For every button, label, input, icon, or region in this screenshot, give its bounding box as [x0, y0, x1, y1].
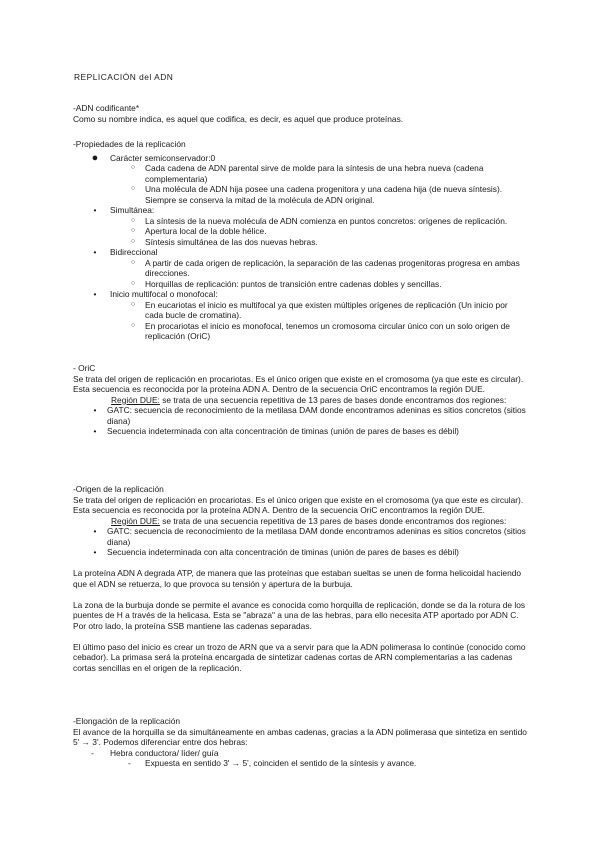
section-heading: -Propiedades de la replicación — [73, 139, 186, 149]
regions-list — [73, 405, 528, 437]
list-item — [73, 153, 528, 164]
list-subitem: ○ La síntesis de la nueva molécula de ADN comienza en puntos concretos: orígenes de replicación. — [73, 216, 528, 227]
list-subitem: ○ Una molécula de ADN hija posee una cadena progenitora y una cadena hija (de nueva síntesis). Siempre se conserva la mitad de la molécula de ADN original. — [73, 184, 528, 205]
list-subitem: ○ Síntesis simultánea de las dos nuevas hebras. — [73, 237, 528, 248]
list-subitem: - Expuesta en sentido 3' → 5', coinciden el sentido de la síntesis y avance. — [128, 758, 417, 768]
list-item — [73, 247, 528, 258]
circle-bullet-icon: ○ — [130, 321, 136, 329]
paragraph: Región DUE: se trata de una secuencia repetitiva de 13 pares de bases donde encontramos dos regiones: — [111, 515, 507, 526]
bullet-icon: • — [93, 247, 97, 257]
section-heading: -Origen de la replicación — [73, 484, 164, 494]
circle-bullet-icon: ○ — [130, 227, 136, 234]
list-item: • GATC: secuencia de reconocimiento de la metilasa DAM donde encontramos adeninas es sitios concretos (sitios diana) — [73, 526, 528, 547]
paragraph: Como su nombre indica, es aquel que codifica, es decir, es aquel que produce proteínas. — [73, 113, 404, 124]
circle-bullet-icon: ○ — [130, 216, 136, 224]
list-item-label: Simultánea: — [110, 205, 155, 215]
properties-list — [73, 153, 528, 342]
bullet-icon: • — [93, 426, 97, 436]
list-subitem: ○ Apertura local de la doble hélice. — [73, 226, 528, 237]
section-elongacion — [73, 716, 528, 769]
section-oric — [73, 363, 528, 437]
circle-bullet-icon: ○ — [130, 164, 136, 171]
paragraph: La zona de la burbuja donde se permite el avance es conocida como horquilla de replicación, donde se da la rotura de los puentes de H a través de la helicasa. Esta se "abraza" a una de las hebras, para ello necesita ATP aportado por ADN C. Por otro lado, la proteína SSB mantiene las cadenas separadas. — [73, 599, 526, 631]
list-item — [73, 289, 528, 300]
circle-bullet-icon: ○ — [130, 237, 136, 245]
list-item: • Secuencia indeterminada con alta concentración de timinas (unión de pares de bases es débil) — [73, 426, 528, 437]
paragraph: Se trata del origen de replicación en procariotas. Es el único origen que existe en el cromosoma (ya que este es circular). Esta secuencia es reconocida por la proteína ADN A. Dentro de la secuencia OriC encontramos la región DUE. — [73, 494, 524, 515]
bullet-icon: • — [93, 526, 97, 536]
list-subitem: ○ Horquillas de replicación: puntos de transición entre cadenas dobles y sencillas. — [73, 279, 528, 290]
list-item: • GATC: secuencia de reconocimiento de la metilasa DAM donde encontramos adeninas es sitios concretos (sitios diana) — [73, 405, 528, 426]
bullet-icon: • — [93, 547, 97, 557]
list-subitem: ○ En procariotas el inicio es monofocal, tenemos un cromosoma circular único con un solo origen de replicación (OriC) — [73, 321, 528, 342]
paragraph: Se trata del origen de replicación en procariotas. Es el único origen que existe en el cromosoma (ya que este es circular). Esta secuencia es reconocida por la proteína ADN A. Dentro de la secuencia OriC encontramos la región DUE. — [73, 373, 524, 394]
dash-bullet-icon: - — [91, 747, 94, 758]
bullet-icon: ● — [91, 151, 99, 164]
list-item: • Secuencia indeterminada con alta concentración de timinas (unión de pares de bases es débil) — [73, 547, 528, 558]
list-item-label: Inicio multifocal o monofocal: — [110, 289, 218, 299]
section-heading: -ADN codificante* — [73, 103, 140, 113]
bullet-icon: • — [93, 289, 97, 299]
list-subitem: ○ A partir de cada origen de replicación, la separación de las cadenas progenitoras progresa en ambas direcciones. — [73, 258, 528, 279]
region-due-label: Región DUE: — [111, 394, 160, 405]
region-due-label: Región DUE: — [111, 515, 160, 526]
section-adn-codificante — [73, 103, 528, 124]
bullet-icon: • — [93, 405, 97, 415]
document-title: REPLICACIÓN del ADN — [74, 72, 174, 82]
section-origen — [73, 484, 528, 673]
circle-bullet-icon: ○ — [130, 185, 136, 192]
list-item — [73, 205, 528, 216]
regions-list — [73, 526, 528, 558]
hebras-list — [73, 748, 528, 769]
paragraph: El avance de la horquilla se da simultáneamente en ambas cadenas, gracias a la ADN polimerasa que sintetiza en sentido 5' → 3'. Podemos diferenciar entre dos hebras: — [73, 726, 527, 747]
list-item: - Hebra conductora/ líder/ guía — [91, 747, 219, 758]
list-item-label: Carácter semiconservador:0 — [110, 152, 216, 163]
list-subitem: ○ En eucariotas el inicio es multifocal ya que existen múltiples orígenes de replicación (Un inicio por cada bucle de cromatina). — [73, 300, 528, 321]
paragraph: La proteína ADN A degrada ATP, de manera que las proteínas que estaban sueltas se unen de forma helicoidal haciendo que el ADN se retuerza, lo que provoca su tensión y apertura de la burbuja. — [73, 568, 522, 589]
bullet-icon: • — [93, 205, 97, 215]
list-subitem: ○ Cada cadena de ADN parental sirve de molde para la síntesis de una hebra nueva (cadena complementaria) — [73, 163, 528, 184]
section-heading: -Elongación de la replicación — [73, 716, 181, 726]
list-item-label: Bidireccional — [110, 247, 158, 257]
paragraph: Región DUE: se trata de una secuencia repetitiva de 13 pares de bases donde encontramos dos regiones: — [111, 394, 507, 405]
circle-bullet-icon: ○ — [130, 279, 136, 287]
circle-bullet-icon: ○ — [130, 258, 136, 266]
section-heading: - OriC — [73, 363, 96, 373]
section-propiedades — [73, 139, 528, 342]
circle-bullet-icon: ○ — [130, 300, 136, 308]
dash-bullet-icon: - — [128, 758, 131, 768]
paragraph: El último paso del inicio es crear un trozo de ARN que va a servir para que la ADN polimerasa lo continúe (conocido como cebador). La primasa será la proteína encargada de sintetizar cadenas cortas de ARN complementarias a las cadenas cortas sencillas en el origen de la replicación. — [73, 641, 526, 673]
